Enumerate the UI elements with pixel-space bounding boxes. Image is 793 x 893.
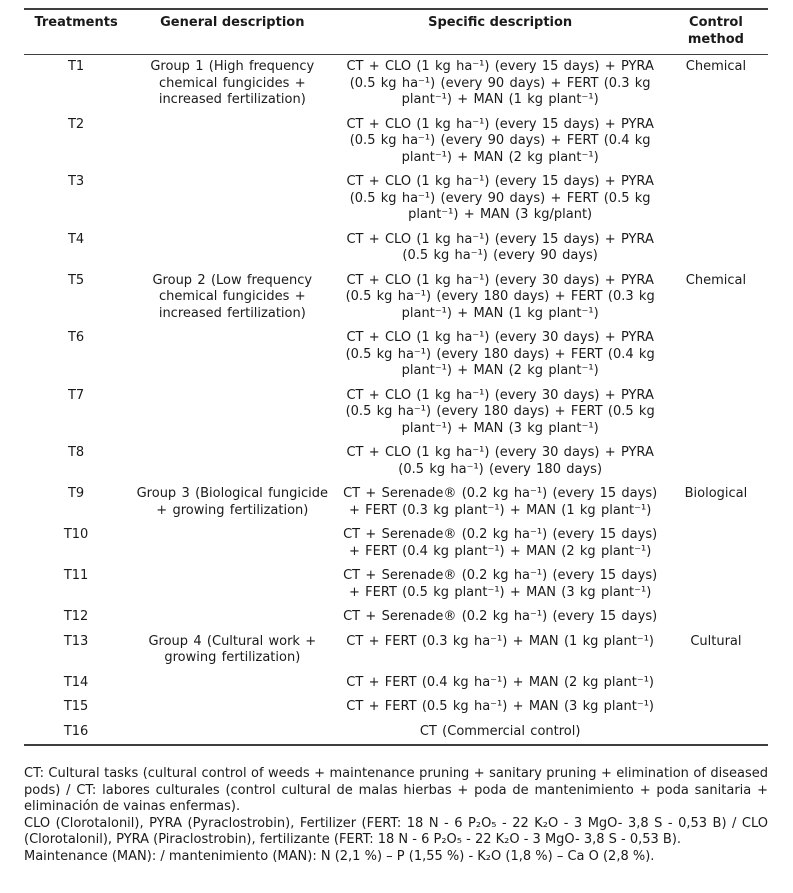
general-description-cell — [128, 228, 336, 269]
footnote-ct-definition: CT: Cultural tasks (cultural control of weeds + maintenance pruning + sanitary pruning + elimination of diseased pods) / CT: labores culturales (control cultural de malas hierbas + poda de mantenimiento + poda sanitaria + eliminación de vainas enfermas). — [24, 766, 768, 814]
treatment-cell: T13 — [63, 633, 89, 649]
footnote-man-definition: Maintenance (MAN): / mantenimiento (MAN): N (2,1 %) – P (1,55 %) - K₂O (1,8 %) – Ca O (2,8 %). — [24, 848, 655, 864]
general-description-cell — [128, 170, 336, 228]
control-method-cell — [664, 384, 768, 442]
treatment-cell: T8 — [67, 445, 85, 460]
control-method-cell: Chemical — [685, 272, 747, 288]
specific-description-cell: CT + Serenade® (0.2 kg ha⁻¹) (every 15 days) + FERT (0.3 kg plant⁻¹) + MAN (1 kg plant⁻¹) — [343, 486, 658, 518]
specific-description-cell: CT + FERT (0.3 kg ha⁻¹) + MAN (1 kg plant⁻¹) — [346, 633, 654, 649]
control-method-cell: Biological — [684, 486, 748, 501]
specific-description-cell: CT + CLO (1 kg ha⁻¹) (every 15 days) + PYRA (0.5 kg ha⁻¹) (every 90 days) + FERT (0.3 kg plant⁻¹) + MAN (1 kg plant⁻¹) — [346, 59, 654, 107]
header-row — [24, 9, 768, 55]
control-method-cell — [664, 695, 768, 720]
table-row — [24, 564, 768, 605]
table-row — [24, 228, 768, 269]
specific-description-cell: CT + Serenade® (0.2 kg ha⁻¹) (every 15 days) + FERT (0.4 kg plant⁻¹) + MAN (2 kg plant⁻¹) — [343, 527, 658, 559]
table-row — [24, 671, 768, 696]
footnotes-block — [24, 766, 768, 865]
specific-description-cell: CT + CLO (1 kg ha⁻¹) (every 15 days) + PYRA (0.5 kg ha⁻¹) (every 90 days) + FERT (0.5 kg plant⁻¹) + MAN (3 kg/plant) — [346, 174, 654, 222]
specific-description-cell: CT + CLO (1 kg ha⁻¹) (every 15 days) + PYRA (0.5 kg ha⁻¹) (every 90 days) — [346, 231, 654, 263]
col-header-specific-description: Specific description — [428, 15, 573, 30]
specific-description-cell: CT + Serenade® (0.2 kg ha⁻¹) (every 15 days) + FERT (0.5 kg plant⁻¹) + MAN (3 kg plant⁻¹) — [343, 568, 658, 600]
specific-description-cell: CT + FERT (0.5 kg ha⁻¹) + MAN (3 kg plant⁻¹) — [346, 699, 654, 714]
specific-description-cell: CT + CLO (1 kg ha⁻¹) (every 30 days) + PYRA (0.5 kg ha⁻¹) (every 180 days) + FERT (0.4 kg plant⁻¹) + MAN (2 kg plant⁻¹) — [345, 330, 655, 378]
general-description-cell — [128, 523, 336, 564]
table-row — [24, 441, 768, 482]
table-row — [24, 170, 768, 228]
specific-description-cell: CT + CLO (1 kg ha⁻¹) (every 30 days) + PYRA (0.5 kg ha⁻¹) (every 180 days) + FERT (0.5 kg plant⁻¹) + MAN (3 kg plant⁻¹) — [345, 387, 655, 436]
table-row — [24, 113, 768, 171]
control-method-cell — [664, 605, 768, 630]
general-description-cell — [128, 671, 336, 696]
col-header-treatments: Treatments — [34, 15, 118, 30]
treatment-cell: T6 — [67, 330, 85, 345]
control-method-cell — [664, 170, 768, 228]
treatment-cell: T15 — [63, 699, 89, 714]
control-method-cell: Cultural — [690, 633, 742, 649]
footnote-clo-pyra-fert-definition: CLO (Clorotalonil), PYRA (Pyraclostrobin), Fertilizer (FERT: 18 N - 6 P₂O₅ - 22 K₂O - 3 MgO- 3,8 S - 0,53 B) / CLO (Clorotalonil), PYRA (Piraclostrobin), fertilizante (FERT: 18 N - 6 P₂O₅ - 22 K₂O - 3 MgO- 3,8 S - 0,53 B). — [24, 815, 768, 847]
control-method-cell — [664, 523, 768, 564]
general-description-cell — [128, 605, 336, 630]
general-description-cell: Group 1 (High frequency chemical fungicides + increased fertilization) — [150, 59, 315, 107]
treatment-cell: T5 — [67, 272, 85, 288]
general-description-cell — [128, 720, 336, 746]
specific-description-cell: CT + CLO (1 kg ha⁻¹) (every 30 days) + PYRA (0.5 kg ha⁻¹) (every 180 days) + FERT (0.3 kg plant⁻¹) + MAN (1 kg plant⁻¹) — [345, 272, 655, 321]
table-row — [24, 695, 768, 720]
treatment-cell: T10 — [63, 527, 89, 542]
control-method-cell — [664, 326, 768, 384]
general-description-cell: Group 4 (Cultural work + growing fertilization) — [148, 633, 317, 665]
table-row — [24, 269, 768, 327]
table-header — [24, 9, 768, 55]
control-method-cell — [664, 441, 768, 482]
table-row — [24, 384, 768, 442]
control-method-cell — [664, 720, 768, 746]
treatment-cell: T16 — [63, 723, 89, 739]
treatment-cell: T9 — [67, 486, 85, 501]
col-header-general-description: General description — [160, 15, 305, 30]
general-description-cell — [128, 326, 336, 384]
table-row — [24, 720, 768, 746]
general-description-cell — [128, 384, 336, 442]
treatment-cell: T3 — [67, 174, 85, 189]
table-row — [24, 482, 768, 523]
treatment-cell: T7 — [67, 387, 85, 403]
general-description-cell — [128, 113, 336, 171]
table-row — [24, 605, 768, 630]
specific-description-cell: CT + CLO (1 kg ha⁻¹) (every 15 days) + PYRA (0.5 kg ha⁻¹) (every 90 days) + FERT (0.4 kg plant⁻¹) + MAN (2 kg plant⁻¹) — [346, 116, 654, 165]
control-method-cell: Chemical — [685, 59, 747, 74]
specific-description-cell: CT + CLO (1 kg ha⁻¹) (every 30 days) + PYRA (0.5 kg ha⁻¹) (every 180 days) — [346, 445, 654, 477]
general-description-cell — [128, 564, 336, 605]
table-row — [24, 523, 768, 564]
table-row — [24, 55, 768, 113]
treatment-cell: T12 — [63, 609, 89, 624]
general-description-cell — [128, 695, 336, 720]
control-method-cell — [664, 113, 768, 171]
general-description-cell — [128, 441, 336, 482]
specific-description-cell: CT + Serenade® (0.2 kg ha⁻¹) (every 15 days) — [343, 609, 658, 624]
general-description-cell: Group 2 (Low frequency chemical fungicides + increased fertilization) — [152, 272, 313, 321]
treatment-cell: T4 — [67, 231, 85, 247]
treatment-cell: T11 — [63, 568, 89, 583]
treatment-cell: T1 — [67, 59, 85, 74]
specific-description-cell: CT (Commercial control) — [419, 723, 581, 739]
specific-description-cell: CT + FERT (0.4 kg ha⁻¹) + MAN (2 kg plant⁻¹) — [346, 674, 654, 690]
treatments-table — [24, 8, 768, 746]
general-description-cell: Group 3 (Biological fungicide + growing fertilization) — [136, 486, 329, 518]
control-method-cell — [664, 671, 768, 696]
col-header-control-method: Control method — [687, 15, 744, 47]
table-row — [24, 326, 768, 384]
control-method-cell — [664, 228, 768, 269]
table-body — [24, 55, 768, 746]
table-row — [24, 630, 768, 671]
treatment-cell: T14 — [63, 674, 89, 690]
control-method-cell — [664, 564, 768, 605]
treatment-cell: T2 — [67, 116, 85, 132]
